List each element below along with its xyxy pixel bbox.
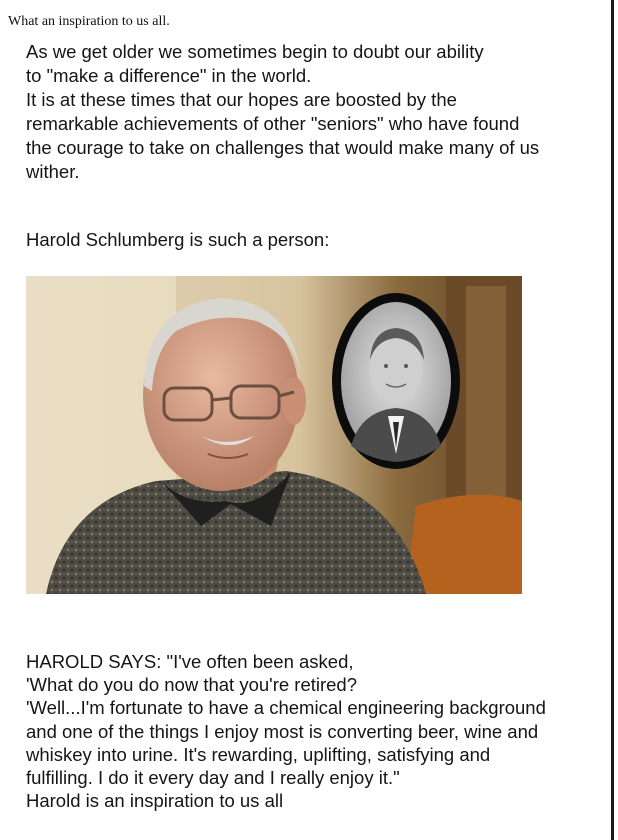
quote-line: fulfilling. I do it every day and I really enjoy it." xyxy=(26,767,400,789)
quote-line: and one of the things I enjoy most is converting beer, wine and xyxy=(26,720,539,742)
intro-line: As we get older we sometimes begin to doubt our ability xyxy=(26,41,484,62)
intro-paragraph xyxy=(26,40,539,184)
harold-quote xyxy=(26,650,546,812)
harold-photo xyxy=(26,276,522,594)
intro-line: wither. xyxy=(26,161,80,182)
header-title: What an inspiration to us all. xyxy=(8,14,170,29)
quote-line: 'What do you do now that you're retired? xyxy=(26,674,358,696)
chair xyxy=(406,495,522,594)
quote-line: Harold is an inspiration to us all xyxy=(26,790,284,812)
intro-line: remarkable achievements of other "seniors" who have found xyxy=(26,113,520,134)
intro-line: the courage to take on challenges that would make many of us xyxy=(26,137,540,158)
quote-line: 'Well...I'm fortunate to have a chemical engineering background xyxy=(26,697,546,719)
intro-line: to "make a difference" in the world. xyxy=(26,65,312,86)
subject-line: Harold Schlumberg is such a person: xyxy=(26,229,330,250)
photo-illustration xyxy=(26,276,522,594)
intro-line: It is at these times that our hopes are boosted by the xyxy=(26,89,457,110)
quote-line: whiskey into urine. It's rewarding, uplifting, satisfying and xyxy=(26,743,491,765)
quote-line: HAROLD SAYS: "I've often been asked, xyxy=(26,651,354,672)
